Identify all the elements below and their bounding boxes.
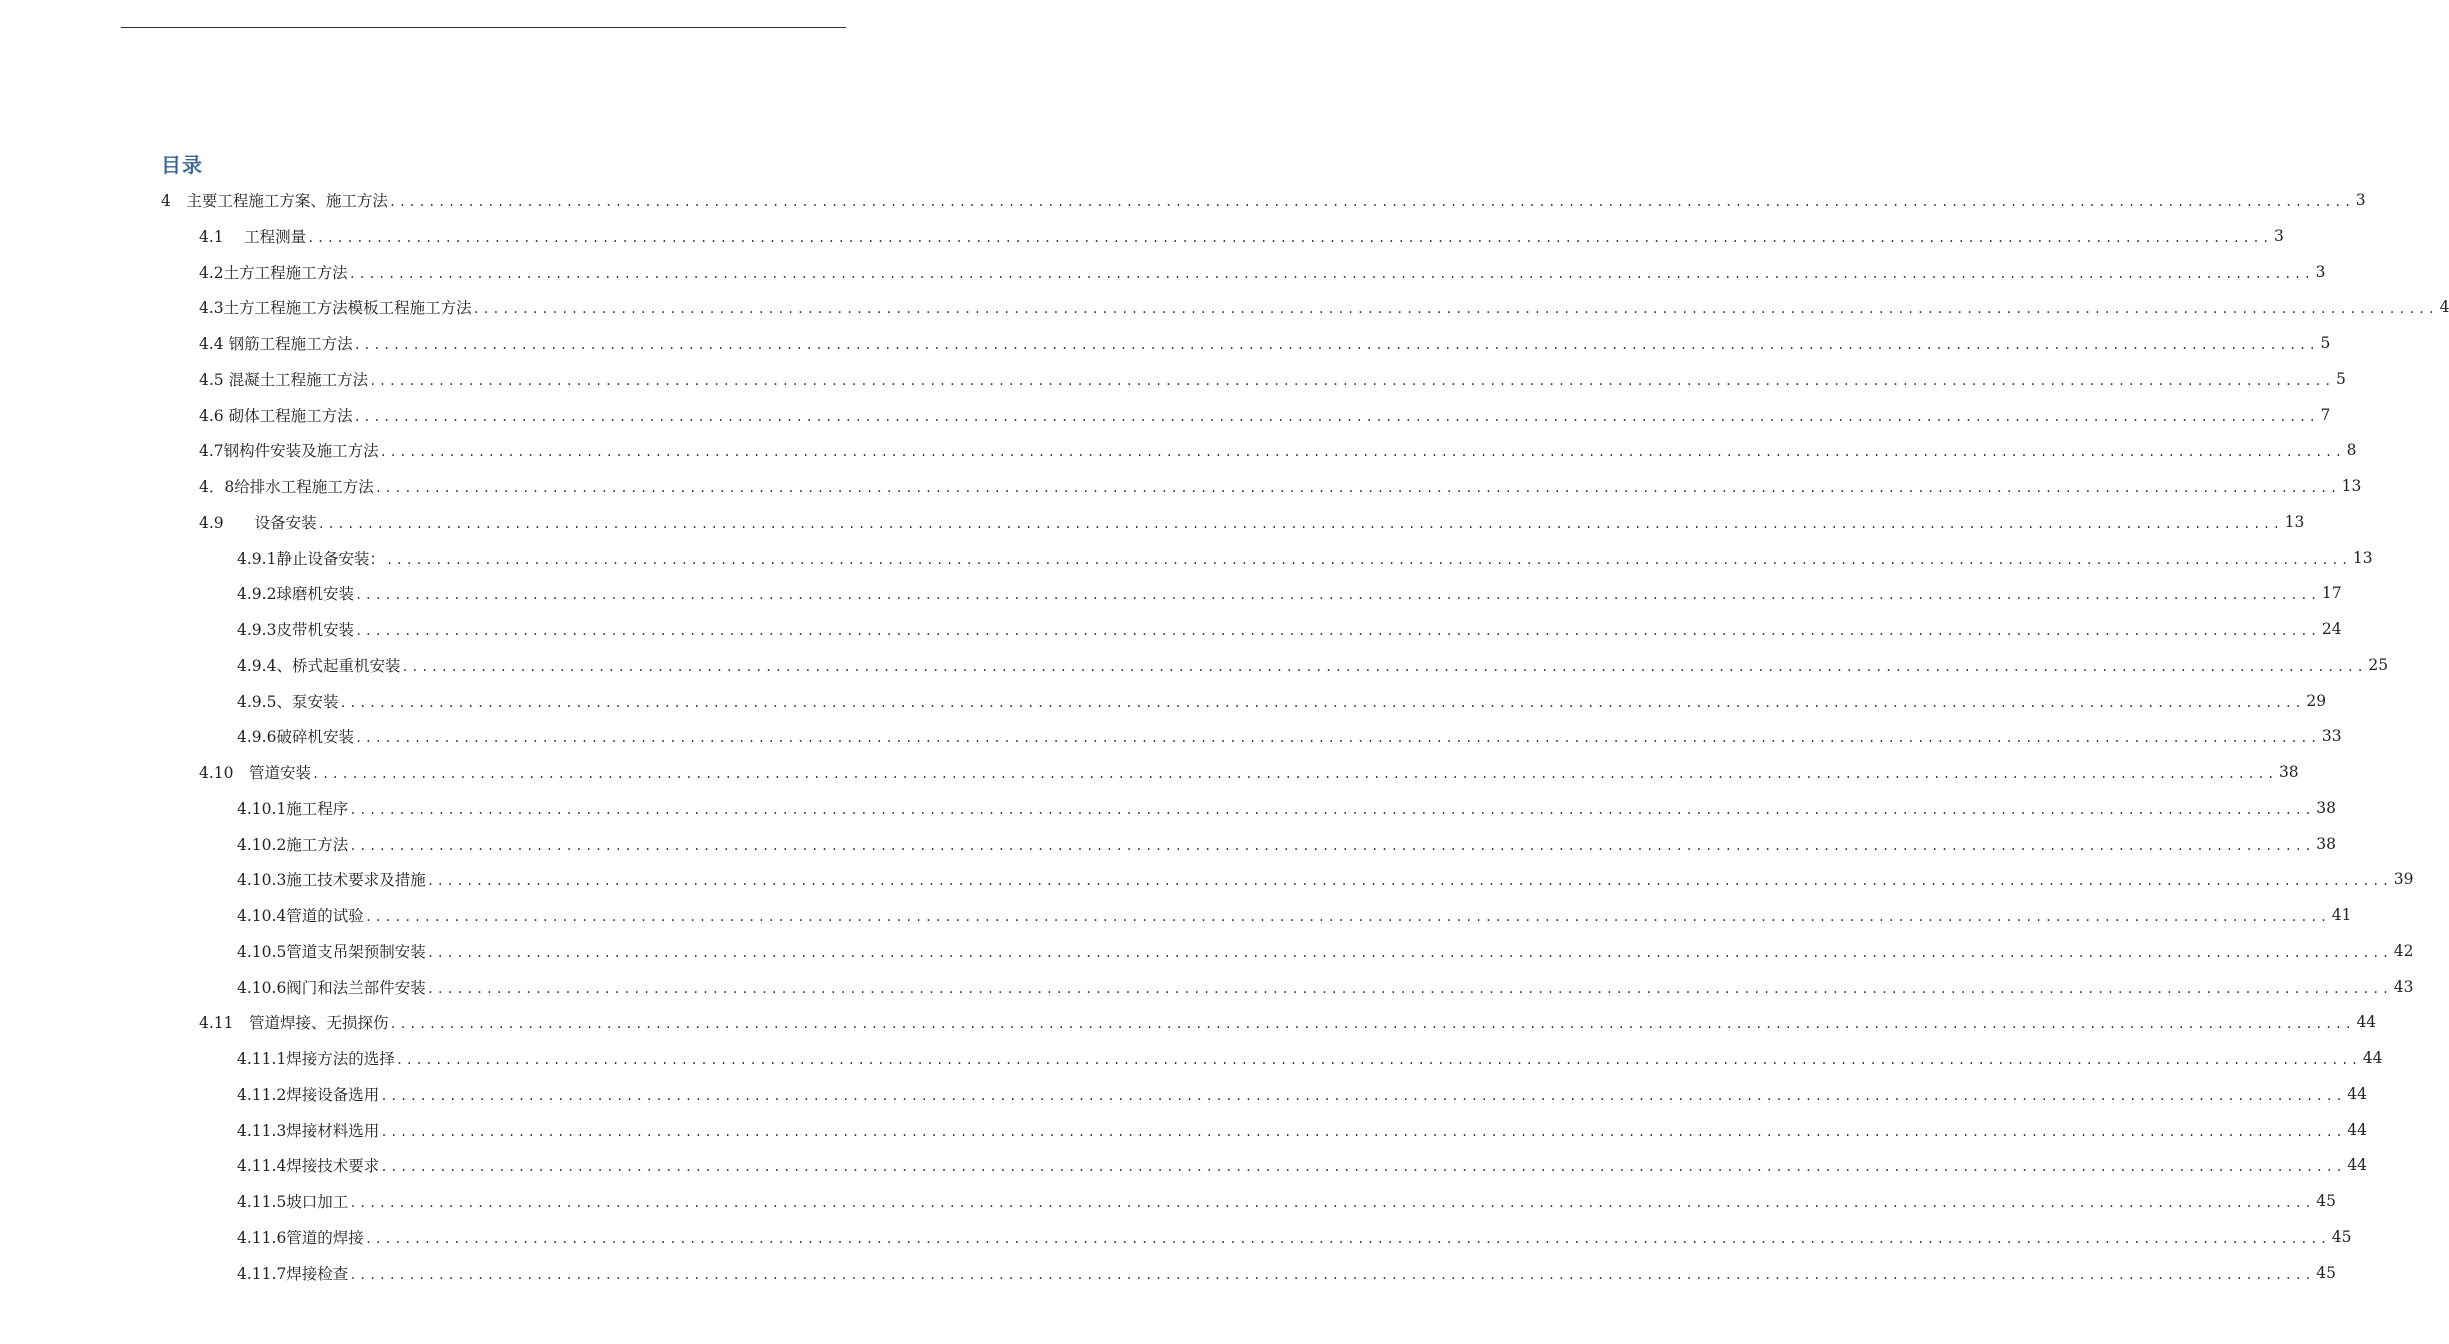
toc-entry-page: 45: [2316, 1263, 2336, 1282]
toc-entry-page: 7: [2320, 405, 2331, 424]
toc-entry[interactable]: [199, 754, 2299, 790]
toc-entry[interactable]: [237, 611, 2342, 647]
toc-entry[interactable]: [199, 504, 2305, 540]
toc-entry-label: 4.10.2施工方法: [237, 835, 349, 854]
toc-entry-label: 4.11.7焊接检查: [237, 1264, 349, 1283]
toc-leader-dots: ........................................................................................................................................................................................................: [369, 373, 2334, 388]
toc-entry-label: 4.10.3施工技术要求及措施: [237, 871, 426, 890]
toc-leader-dots: ........................................................................................................................................................................................................: [339, 695, 2305, 710]
toc-leader-dots: ........................................................................................................................................................................................................: [354, 624, 2320, 638]
toc-leader-dots: ........................................................................................................................................................................................................: [389, 1017, 2355, 1032]
toc-entry[interactable]: [199, 254, 2326, 290]
toc-entry-label: 4.9.1静止设备安装：: [237, 549, 385, 568]
toc-entry-page: 44: [2356, 1013, 2377, 1032]
toc-entry-page: 42: [2393, 941, 2414, 960]
toc-leader-dots: ........................................................................................................................................................................................................: [426, 945, 2392, 960]
toc-entry-page: 33: [2321, 727, 2342, 746]
toc-entry-page: 24: [2321, 620, 2342, 638]
toc-entry[interactable]: [237, 1147, 2367, 1183]
toc-leader-dots: ........................................................................................................................................................................................................: [401, 659, 2367, 674]
toc-entry-page: 41: [2331, 906, 2352, 924]
toc-entry[interactable]: [161, 182, 2366, 218]
toc-leader-dots: ........................................................................................................................................................................................................: [374, 481, 2340, 495]
toc-entry-label: 4.9 设备安装: [199, 513, 317, 532]
toc-leader-dots: ........................................................................................................................................................................................................: [364, 910, 2330, 924]
toc-entry-page: 45: [2316, 1192, 2336, 1210]
toc-entry[interactable]: [237, 1255, 2336, 1291]
toc-entry-label: 4.4 钢筋工程施工方法: [199, 335, 353, 353]
toc-leader-dots: ........................................................................................................................................................................................................: [388, 195, 2354, 209]
toc-entry-label: 4.10.5管道支吊架预制安装: [237, 942, 426, 961]
toc-entry[interactable]: [237, 1183, 2336, 1219]
toc-entry-label: 4.10.6阀门和法兰部件安装: [237, 978, 426, 997]
toc-entry[interactable]: [199, 1004, 2377, 1040]
toc-entry-label: 4.10.1施工程序: [237, 799, 349, 818]
toc-entry[interactable]: [199, 289, 2449, 325]
toc-title: 目录: [161, 153, 203, 177]
toc-entry-page: 13: [2284, 512, 2305, 531]
toc-entry-label: 4.11.5坡口加工: [237, 1193, 349, 1211]
toc-entry-page: 38: [2316, 834, 2336, 853]
toc-entry[interactable]: [199, 432, 2357, 468]
toc-entry[interactable]: [237, 826, 2336, 862]
toc-leader-dots: ........................................................................................................................................................................................................: [426, 874, 2392, 889]
toc-leader-dots: ........................................................................................................................................................................................................: [349, 838, 2315, 853]
toc-entry[interactable]: [199, 397, 2331, 433]
toc-entry-label: 4.11.6管道的焊接: [237, 1228, 364, 1247]
toc-entry-label: 4.9.6破碎机安装: [237, 728, 354, 747]
toc-entry-page: 43: [2393, 977, 2414, 996]
header-rule: [121, 27, 846, 28]
toc-entry[interactable]: [199, 468, 2362, 504]
toc-entry[interactable]: [237, 1076, 2367, 1112]
toc-entry-label: 4.9.2球磨机安装: [237, 585, 354, 604]
toc-entry[interactable]: [237, 647, 2389, 683]
toc-entry-label: 4.11.4焊接技术要求: [237, 1157, 380, 1176]
toc-entry-page: 13: [2341, 477, 2362, 495]
toc-entry-page: 4: [2439, 298, 2449, 317]
toc-entry-label: 4.10 管道安装: [199, 764, 312, 782]
toc-entry-label: 4 主要工程施工方案、施工方法: [161, 192, 388, 210]
toc-leader-dots: ........................................................................................................................................................................................................: [354, 731, 2320, 746]
toc-leader-dots: ........................................................................................................................................................................................................: [312, 767, 2277, 781]
toc-leader-dots: ........................................................................................................................................................................................................: [426, 981, 2392, 996]
toc-leader-dots: ........................................................................................................................................................................................................: [349, 802, 2315, 817]
toc-entry-label: 4.11.3焊接材料选用: [237, 1121, 380, 1140]
toc-entry-label: 4.9.5、泵安装: [237, 692, 339, 711]
toc-entry-label: 4.11.1焊接方法的选择: [237, 1050, 395, 1068]
toc-entry[interactable]: [237, 1219, 2352, 1255]
toc-leader-dots: ........................................................................................................................................................................................................: [364, 1231, 2330, 1246]
toc-entry-label: 4.2土方工程施工方法: [199, 263, 348, 282]
toc-entry[interactable]: [199, 361, 2346, 397]
toc-entry-page: 25: [2368, 655, 2389, 674]
toc-entry[interactable]: [199, 325, 2331, 361]
toc-entry-page: 3: [2315, 262, 2326, 281]
toc-entry-label: 4.7钢构件安装及施工方法: [199, 442, 379, 461]
toc-entry-page: 39: [2393, 870, 2414, 889]
toc-leader-dots: ........................................................................................................................................................................................................: [385, 552, 2351, 567]
toc-entry-page: 45: [2331, 1227, 2352, 1246]
toc-entry-page: 8: [2346, 441, 2357, 460]
toc-leader-dots: ........................................................................................................................................................................................................: [348, 266, 2314, 281]
toc-leader-dots: ........................................................................................................................................................................................................: [380, 1160, 2346, 1175]
toc-entry-label: 4.11 管道焊接、无损探伤: [199, 1014, 389, 1033]
toc-entry-page: 44: [2347, 1156, 2367, 1175]
toc-leader-dots: ........................................................................................................................................................................................................: [353, 338, 2319, 352]
toc-entry[interactable]: [237, 718, 2342, 754]
toc-leader-dots: ........................................................................................................................................................................................................: [317, 516, 2283, 531]
toc-entry[interactable]: [237, 540, 2373, 576]
toc-entry-page: 44: [2347, 1120, 2367, 1139]
toc-entry-page: 29: [2306, 691, 2327, 710]
toc-leader-dots: ........................................................................................................................................................................................................: [349, 1196, 2315, 1210]
toc-entry-page: 13: [2352, 548, 2373, 567]
toc-entry-page: 5: [2320, 334, 2331, 352]
toc-leader-dots: ........................................................................................................................................................................................................: [307, 230, 2272, 245]
toc-entry-page: 3: [2355, 191, 2366, 209]
toc-leader-dots: ........................................................................................................................................................................................................: [380, 1088, 2346, 1103]
toc-entry-label: 4.5 混凝土工程施工方法: [199, 370, 369, 389]
toc-entry-page: 38: [2316, 798, 2336, 817]
toc-entry[interactable]: [237, 897, 2352, 933]
toc-leader-dots: ........................................................................................................................................................................................................: [349, 1267, 2315, 1282]
toc-entry-page: 5: [2336, 369, 2346, 388]
toc-entry[interactable]: [237, 683, 2327, 719]
toc-leader-dots: ........................................................................................................................................................................................................: [353, 409, 2319, 424]
toc-entry[interactable]: [237, 861, 2414, 897]
toc-leader-dots: ........................................................................................................................................................................................................: [354, 588, 2320, 603]
toc-entry-page: 44: [2347, 1084, 2367, 1103]
toc-entry-label: 4.9.4、桥式起重机安装: [237, 656, 401, 675]
toc-leader-dots: ........................................................................................................................................................................................................: [379, 445, 2345, 460]
toc-entry[interactable]: [237, 790, 2336, 826]
toc-entry-label: 4.10.4管道的试验: [237, 907, 364, 925]
toc-entry-label: 4.9.3皮带机安装: [237, 621, 354, 639]
toc-entry[interactable]: [237, 575, 2342, 611]
toc-entry-label: 4.3土方工程施工方法模板工程施工方法: [199, 299, 472, 318]
toc-entry[interactable]: [237, 933, 2414, 969]
toc-entry-label: 4．8给排水工程施工方法: [199, 478, 374, 496]
toc-entry-label: 4.11.2焊接设备选用: [237, 1085, 380, 1104]
toc-leader-dots: ........................................................................................................................................................................................................: [395, 1053, 2361, 1067]
toc-entry-page: 38: [2278, 763, 2299, 781]
toc-entry-label: 4.1 工程测量: [199, 227, 307, 246]
toc-entry-page: 17: [2321, 584, 2342, 603]
toc-entry[interactable]: [237, 1040, 2383, 1076]
toc-entry-page: 44: [2362, 1049, 2383, 1067]
toc-entry[interactable]: [237, 969, 2414, 1005]
toc-entry[interactable]: [199, 218, 2284, 254]
toc-entry[interactable]: [237, 1112, 2367, 1148]
toc-entry-label: 4.6 砌体工程施工方法: [199, 406, 353, 425]
toc-entry-page: 3: [2274, 226, 2284, 245]
toc-leader-dots: ........................................................................................................................................................................................................: [472, 302, 2438, 317]
toc-leader-dots: ........................................................................................................................................................................................................: [380, 1124, 2346, 1139]
